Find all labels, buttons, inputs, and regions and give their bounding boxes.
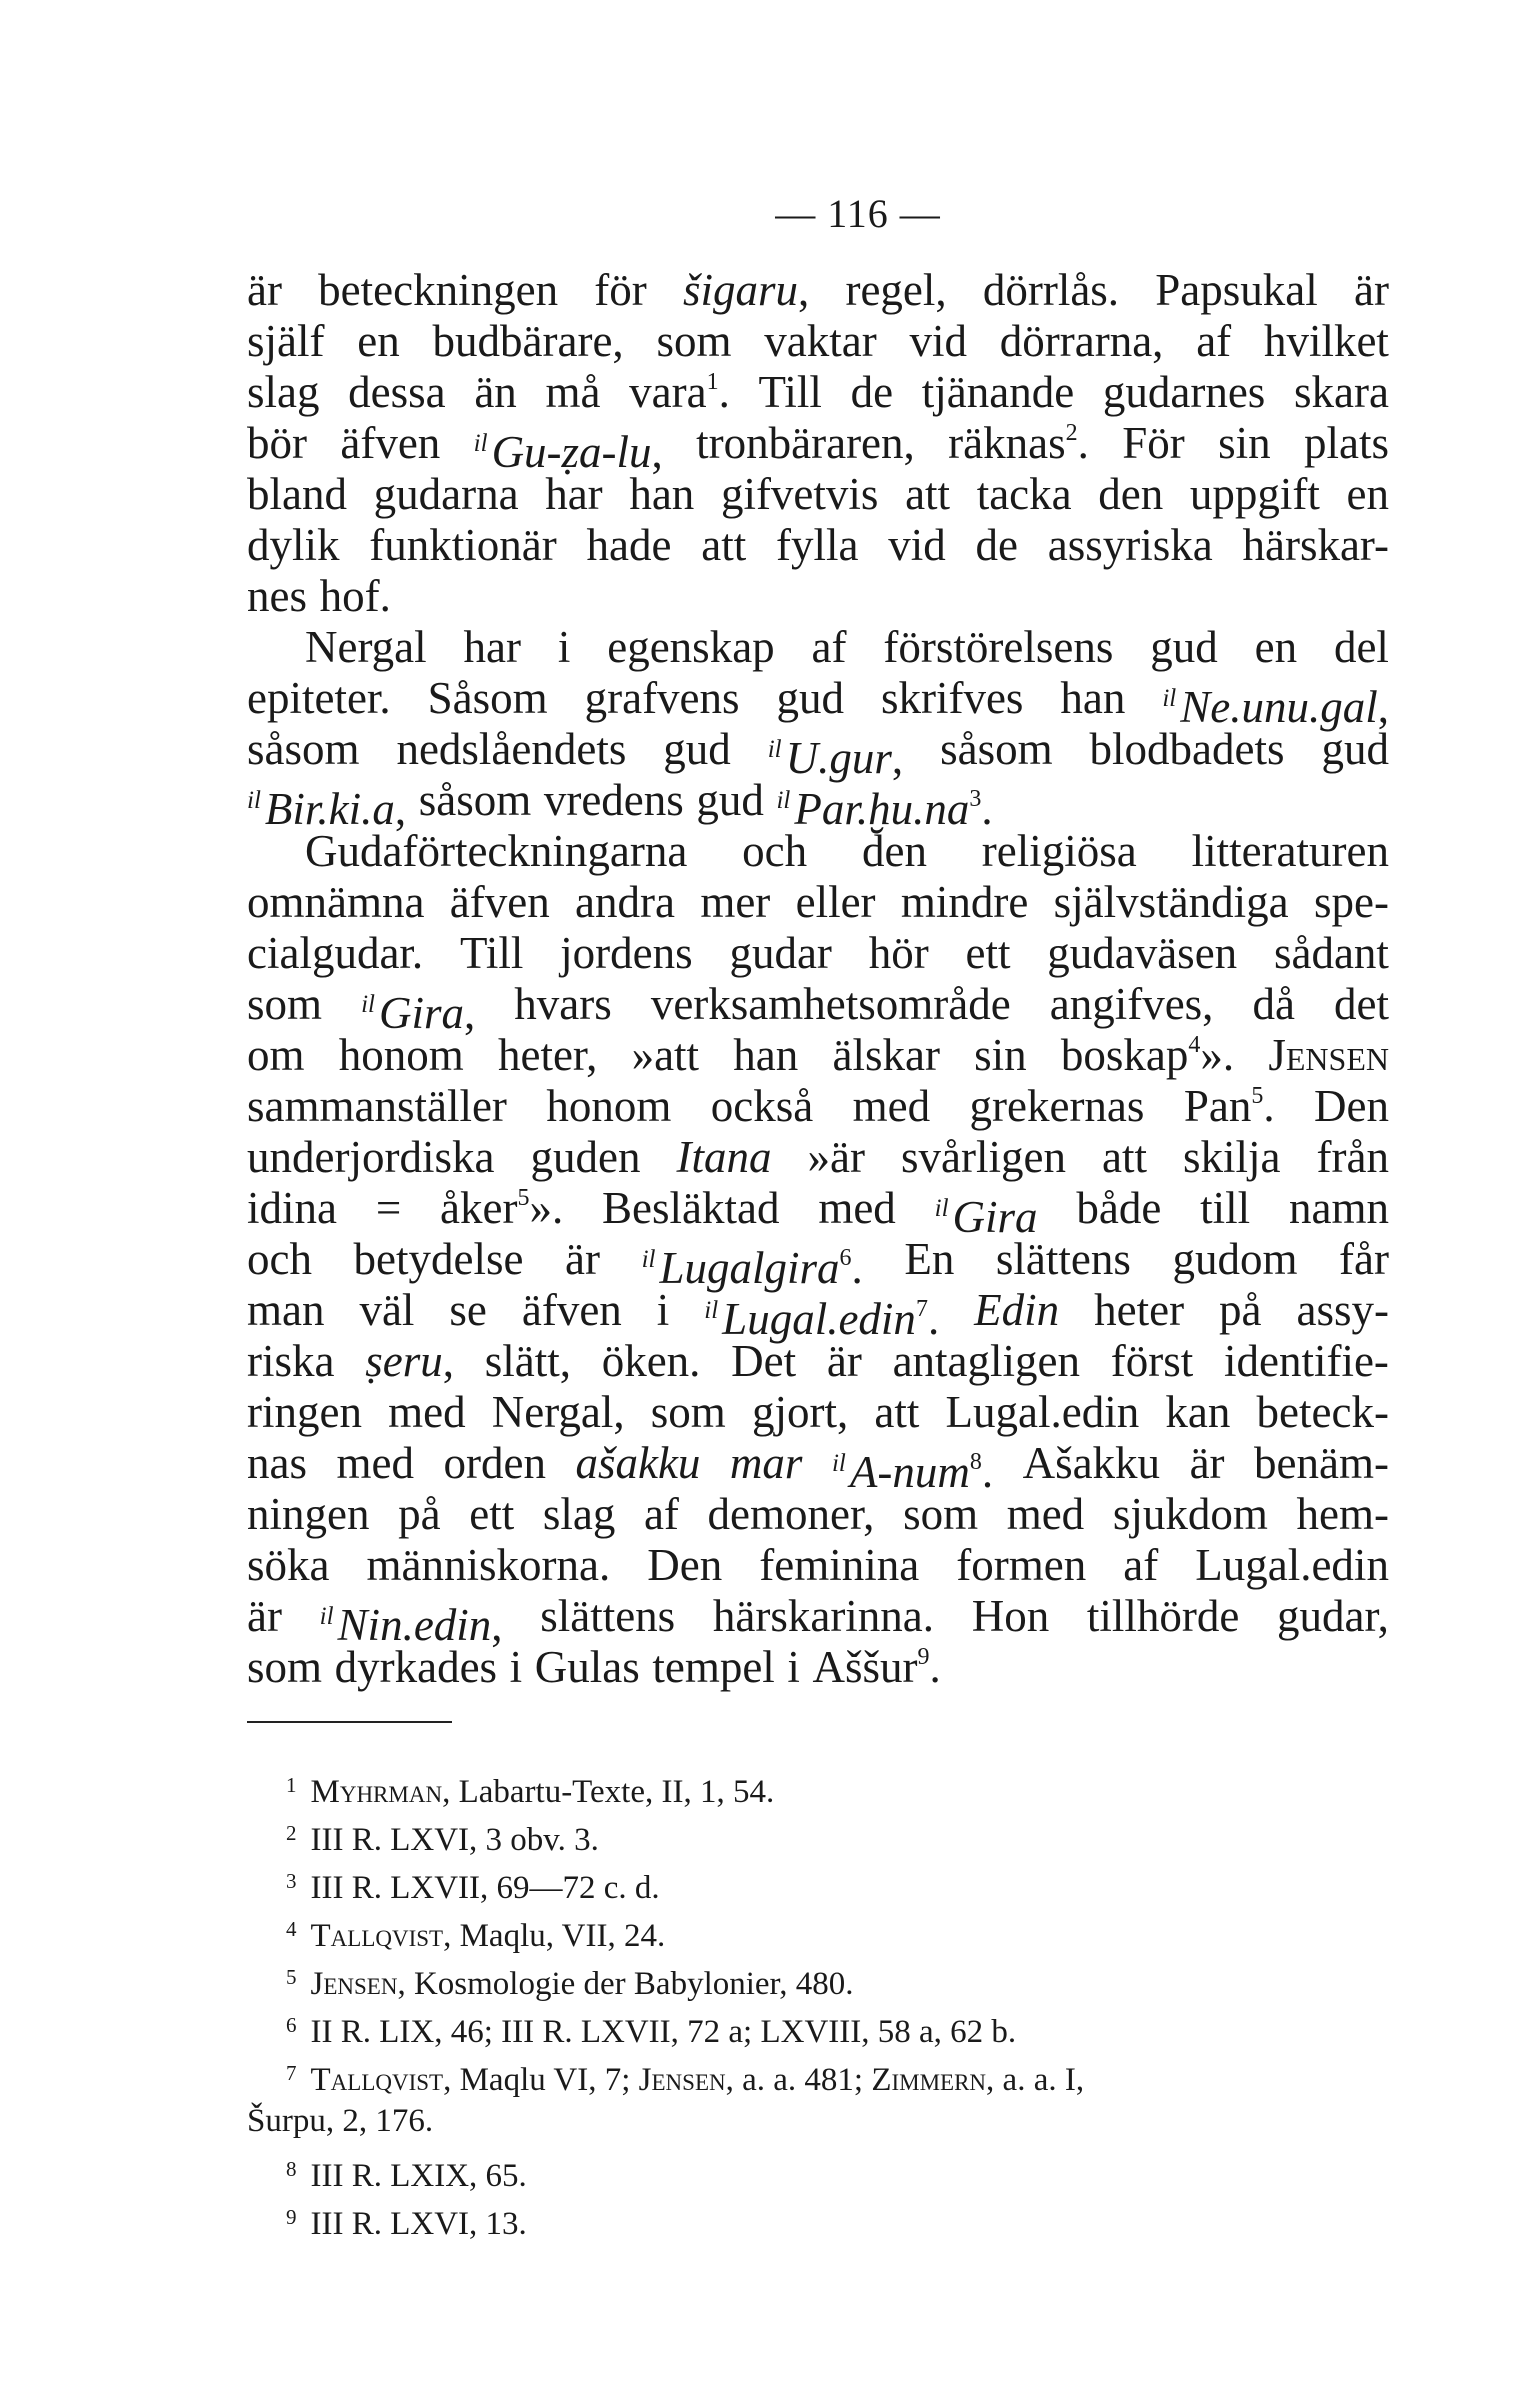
- text-line: [247, 367, 1389, 418]
- word: bland: [247, 469, 347, 519]
- word: åker$^5$».: [440, 1183, 564, 1233]
- word: vara$^1$.: [629, 367, 730, 417]
- word: gudar,: [1277, 1591, 1389, 1641]
- word: betydelse: [353, 1234, 524, 1284]
- word: självständiga: [1053, 877, 1289, 927]
- word: en: [1254, 622, 1298, 672]
- word: är: [1353, 265, 1389, 315]
- footnote-number: 6: [286, 2013, 297, 2037]
- word: en: [1346, 469, 1389, 519]
- text-line: [247, 1285, 1389, 1344]
- word: $^{il}$Lugal.edin$^7$.: [704, 1294, 940, 1344]
- word: räknas$^2$.: [948, 418, 1089, 468]
- word: mer: [700, 877, 771, 927]
- word: att: [874, 1387, 920, 1437]
- word: äfven: [449, 877, 550, 927]
- text-line: [247, 571, 1389, 622]
- word: dörrarna,: [999, 316, 1164, 366]
- text-line: [247, 1438, 1389, 1497]
- word: namn: [1289, 1183, 1389, 1233]
- word: han: [1060, 673, 1126, 723]
- footnote-text: III R. LXIX, 65.: [310, 2158, 527, 2194]
- word: slättens: [540, 1591, 676, 1641]
- text-line: [247, 928, 1389, 979]
- word: budbärare,: [432, 316, 624, 366]
- word: är: [565, 1234, 601, 1284]
- word: söka: [247, 1540, 330, 1590]
- page: [247, 190, 1389, 2241]
- word: sjukdom: [1112, 1489, 1268, 1539]
- word: $^{il}$Gu-ẓa-lu,: [473, 427, 663, 477]
- word: Aššur$^9$.: [812, 1642, 941, 1692]
- word: af: [1123, 1540, 1159, 1590]
- word: vaktar: [764, 316, 877, 366]
- word: boskap$^4$».: [1060, 1030, 1235, 1080]
- word: Lugal.edin: [945, 1387, 1140, 1437]
- word: som: [247, 1642, 323, 1692]
- word: sammanställer: [247, 1081, 507, 1131]
- word: såsom: [418, 775, 532, 825]
- word: gud: [1321, 724, 1389, 774]
- word: ringen: [247, 1387, 362, 1437]
- word: svårligen: [901, 1132, 1066, 1182]
- word: är: [247, 1591, 282, 1641]
- text-line: [247, 1132, 1389, 1183]
- word: tillhörde: [1086, 1591, 1240, 1641]
- word: det: [1334, 979, 1389, 1029]
- word: Nergal,: [491, 1387, 625, 1437]
- text-line: [247, 979, 1389, 1038]
- word: den: [861, 826, 927, 876]
- word: Den: [647, 1540, 723, 1590]
- word: andra: [575, 877, 675, 927]
- word: gudar: [729, 928, 832, 978]
- word: assy-: [1296, 1285, 1389, 1335]
- word: omnämna: [247, 877, 425, 927]
- word: Till: [758, 367, 822, 417]
- text-line: [247, 1234, 1389, 1293]
- word: den: [1098, 469, 1164, 519]
- footnote-text: II R. LIX, 46; III R. LXVII, 72 a; LXVIII, 58 a, 62 b.: [310, 2014, 1017, 2050]
- word: religiösa: [981, 826, 1137, 876]
- text-line: [247, 265, 1389, 316]
- word: som: [903, 1489, 979, 1539]
- word: vid: [888, 520, 946, 570]
- text-line: [247, 1642, 1389, 1693]
- footnote: [247, 2145, 1389, 2193]
- text-line: [247, 622, 1389, 673]
- word: angifves,: [1049, 979, 1214, 1029]
- word: skrifves: [880, 673, 1024, 723]
- word: de: [850, 367, 894, 417]
- word: skara: [1293, 367, 1389, 417]
- word: som: [656, 316, 732, 366]
- word: då: [1252, 979, 1295, 1029]
- word: man: [247, 1285, 325, 1335]
- word: del: [1333, 622, 1389, 672]
- word: om: [247, 1030, 305, 1080]
- word: gudarnes: [1102, 367, 1266, 417]
- footnote-text: Šurpu, 2, 176.: [247, 2103, 434, 2139]
- word: att: [701, 520, 747, 570]
- word: som: [650, 1387, 726, 1437]
- word: feminina: [759, 1540, 920, 1590]
- word: härskar-: [1242, 520, 1389, 570]
- footnote: [247, 2049, 1389, 2097]
- word: Lugal.edin: [1195, 1540, 1389, 1590]
- word: Besläktad: [602, 1183, 780, 1233]
- word: tjänande: [921, 367, 1075, 417]
- footnote: [247, 2097, 1389, 2145]
- word: är: [1189, 1438, 1225, 1488]
- word: heter: [1094, 1285, 1185, 1335]
- word: heter,: [497, 1030, 598, 1080]
- word: slättens: [995, 1234, 1131, 1284]
- footnote: [247, 1761, 1389, 1809]
- footnote: [247, 1905, 1389, 1953]
- word: från: [1316, 1132, 1389, 1182]
- word: är: [247, 265, 282, 315]
- word: sådant: [1273, 928, 1389, 978]
- word: väl: [359, 1285, 415, 1335]
- footnote-text: Tallqvist, Maqlu, VII, 24.: [310, 1918, 666, 1954]
- word: med: [388, 1387, 466, 1437]
- word: egenskap: [607, 622, 775, 672]
- word: grafvens: [584, 673, 740, 723]
- word: människorna.: [366, 1540, 611, 1590]
- text-line: [247, 673, 1389, 732]
- word: slag: [247, 367, 320, 417]
- footnote: [247, 2001, 1389, 2049]
- word: formen: [956, 1540, 1087, 1590]
- word: beteckningen: [318, 265, 559, 315]
- word: plats: [1303, 418, 1389, 468]
- word: äfven: [340, 418, 441, 468]
- body-text: [247, 265, 1389, 1693]
- word: »att: [631, 1030, 700, 1080]
- word: $^{il}Par.ḫu.na^3$.: [776, 784, 993, 834]
- word: grekernas: [969, 1081, 1145, 1131]
- word: till: [1200, 1183, 1251, 1233]
- word: också: [710, 1081, 814, 1131]
- word: gud: [776, 673, 844, 723]
- word: och: [742, 826, 808, 876]
- word: för: [594, 265, 647, 315]
- word: dörrlås.: [982, 265, 1120, 315]
- word: guden: [530, 1132, 641, 1182]
- word: tempel: [652, 1642, 775, 1692]
- word: i: [787, 1642, 800, 1692]
- word: slag: [542, 1489, 616, 1539]
- word: verksamhetsområde: [650, 979, 1011, 1029]
- word: och: [247, 1234, 312, 1284]
- word: de: [975, 520, 1018, 570]
- word: demoner,: [707, 1489, 875, 1539]
- word: Hon: [971, 1591, 1050, 1641]
- word: dessa: [348, 367, 446, 417]
- word: Itana: [676, 1132, 772, 1182]
- word: med: [818, 1183, 896, 1233]
- word: blodbadets: [1089, 724, 1285, 774]
- page-number: — 116 —: [775, 191, 941, 236]
- word: gifvetvis: [720, 469, 879, 519]
- text-line: [247, 1183, 1389, 1242]
- footnote-number: 4: [286, 1917, 297, 1941]
- word: antagligen: [892, 1336, 1081, 1386]
- word: på: [398, 1489, 441, 1539]
- word: öken.: [601, 1336, 701, 1386]
- word: Såsom: [427, 673, 548, 723]
- word: funktionär: [369, 520, 557, 570]
- word: först: [1110, 1336, 1194, 1386]
- footnote-number: 1: [286, 1773, 297, 1797]
- word: tronbäraren,: [696, 418, 915, 468]
- word: gudaväsen: [1047, 928, 1238, 978]
- word: regel,: [845, 265, 947, 315]
- text-line: [247, 1591, 1389, 1650]
- word: att: [905, 469, 951, 519]
- word: såsom: [247, 724, 360, 774]
- word: honom: [338, 1030, 464, 1080]
- word: identifie-: [1223, 1336, 1389, 1386]
- word: i: [656, 1285, 670, 1335]
- word: Edin: [974, 1285, 1060, 1335]
- footnote-number: 5: [286, 1965, 297, 1989]
- word: af: [811, 622, 847, 672]
- footnote-text: Tallqvist, Maqlu VI, 7; Jensen, a. a. 481; Zimmern, a. a. I,: [310, 2062, 1085, 2098]
- text-line: [247, 520, 1389, 571]
- word: i: [557, 622, 571, 672]
- footnote: [247, 2193, 1389, 2241]
- word: än: [474, 367, 517, 417]
- footnote-number: 8: [286, 2157, 297, 2181]
- word: hade: [586, 520, 672, 570]
- word: gud: [696, 775, 764, 825]
- word: Gulas: [534, 1642, 640, 1692]
- word: riska: [247, 1336, 335, 1386]
- word: äfven: [521, 1285, 622, 1335]
- footnote-text: Jensen, Kosmologie der Babylonier, 480.: [310, 1966, 854, 2002]
- word: jordens: [560, 928, 693, 978]
- word: nes: [247, 571, 307, 621]
- word: härskarinna.: [712, 1591, 935, 1641]
- word: själf: [247, 316, 325, 366]
- word: ningen: [247, 1489, 370, 1539]
- word: benäm-: [1254, 1438, 1389, 1488]
- word: af: [643, 1489, 679, 1539]
- word: både: [1076, 1183, 1162, 1233]
- word: må: [545, 367, 601, 417]
- word: hör: [868, 928, 929, 978]
- word: hem-: [1296, 1489, 1389, 1539]
- word: mindre: [900, 877, 1029, 927]
- word: epiteter.: [247, 673, 391, 723]
- footnote: [247, 1953, 1389, 2001]
- word: gudarna: [373, 469, 519, 519]
- word: orden: [443, 1438, 546, 1488]
- word: gud: [1150, 622, 1218, 672]
- word: Det: [731, 1336, 797, 1386]
- word: af: [1196, 316, 1232, 366]
- word: Papsukal: [1155, 265, 1318, 315]
- word: cialgudar.: [247, 928, 424, 978]
- footnote-number: 2: [286, 1821, 297, 1845]
- text-line: [247, 775, 1389, 834]
- text-line: [247, 1387, 1389, 1438]
- word: Jensen: [1268, 1030, 1389, 1080]
- word: honom: [546, 1081, 672, 1131]
- word: Nergal: [305, 622, 427, 672]
- word: med: [852, 1081, 931, 1131]
- word: är: [826, 1336, 862, 1386]
- word: på: [1219, 1285, 1262, 1335]
- word: såsom: [940, 724, 1053, 774]
- word: ett: [965, 928, 1011, 978]
- word: ašakku: [575, 1438, 701, 1488]
- word: $^{il}$Ne.unu.gal,: [1162, 682, 1389, 732]
- footnote-rule: [247, 1721, 452, 1723]
- word: slätt,: [484, 1336, 571, 1386]
- text-line: [247, 724, 1389, 783]
- word: han: [733, 1030, 799, 1080]
- text-line: [247, 469, 1389, 520]
- word: som: [247, 979, 323, 1029]
- footnote-text: III R. LXVII, 69—72 c. d.: [310, 1870, 660, 1906]
- word: =: [375, 1183, 402, 1233]
- word: dyrkades: [334, 1642, 498, 1692]
- word: vid: [909, 316, 967, 366]
- footnote-text: III R. LXVI, 3 obv. 3.: [310, 1822, 599, 1858]
- word: $^{il}$U.gur,: [767, 733, 904, 783]
- word: gud: [663, 724, 731, 774]
- word: $^{il}$Bir.ki.a,: [247, 784, 407, 834]
- word: sin: [974, 1030, 1027, 1080]
- footnote: [247, 1809, 1389, 1857]
- word: assyriska: [1047, 520, 1213, 570]
- word: litteraturen: [1191, 826, 1389, 876]
- word: dylik: [247, 520, 340, 570]
- word: har: [545, 469, 603, 519]
- word: vredens: [543, 775, 684, 825]
- word: har: [463, 622, 521, 672]
- word: beteck-: [1256, 1387, 1389, 1437]
- word: tacka: [976, 469, 1072, 519]
- word: eller: [795, 877, 876, 927]
- word: med: [336, 1438, 414, 1488]
- word: $^{il}$Gira,: [361, 988, 476, 1038]
- word: kan: [1165, 1387, 1231, 1437]
- footnote-text: III R. LXVI, 13.: [310, 2206, 527, 2242]
- word: $^{il}$Gira: [934, 1192, 1038, 1242]
- word: Till: [459, 928, 524, 978]
- word: šigaru,: [682, 265, 810, 315]
- footnote-number: 7: [286, 2061, 297, 2085]
- text-line: [247, 418, 1389, 477]
- word: uppgift: [1189, 469, 1320, 519]
- word: »är: [807, 1132, 865, 1182]
- word: Den: [1313, 1081, 1389, 1131]
- text-line: [247, 1540, 1389, 1591]
- word: ett: [469, 1489, 515, 1539]
- word: får: [1339, 1234, 1389, 1284]
- word: $^{il}$A-num$^8$.: [831, 1447, 994, 1497]
- text-line: [247, 1030, 1389, 1081]
- word: se: [449, 1285, 487, 1335]
- word: att: [1102, 1132, 1147, 1182]
- footnote: [247, 1857, 1389, 1905]
- word: han: [629, 469, 695, 519]
- word: förstörelsens: [883, 622, 1114, 672]
- word: med: [1006, 1489, 1085, 1539]
- word: hvilket: [1263, 316, 1389, 366]
- word: spe-: [1313, 877, 1389, 927]
- word: fylla: [775, 520, 859, 570]
- word: hof.: [319, 571, 391, 621]
- footnote-text: Myhrman, Labartu-Texte, II, 1, 54.: [310, 1774, 775, 1810]
- word: En: [904, 1234, 955, 1284]
- word: nas: [247, 1438, 307, 1488]
- word: Ašakku: [1022, 1438, 1161, 1488]
- word: älskar: [832, 1030, 940, 1080]
- word: i: [509, 1642, 523, 1692]
- word: $^{il}$Lugalgira$^6$.: [641, 1243, 863, 1293]
- footnote-number: 9: [286, 2205, 297, 2229]
- word: För: [1122, 418, 1185, 468]
- footnotes: [247, 1761, 1389, 2241]
- word: ṣeru,: [365, 1336, 454, 1386]
- word: nedslåendets: [396, 724, 627, 774]
- word: Pan$^5$.: [1183, 1081, 1275, 1131]
- text-line: [247, 877, 1389, 928]
- word: hvars: [514, 979, 612, 1029]
- word: gudom: [1172, 1234, 1298, 1284]
- word: underjordiska: [247, 1132, 495, 1182]
- word: bör: [247, 418, 307, 468]
- text-line: [247, 316, 1389, 367]
- footnote-number: 3: [286, 1869, 297, 1893]
- word: skilja: [1183, 1132, 1281, 1182]
- word: en: [357, 316, 400, 366]
- word: gjort,: [751, 1387, 849, 1437]
- word: mar: [729, 1438, 803, 1488]
- text-line: [247, 1489, 1389, 1540]
- word: idina: [247, 1183, 337, 1233]
- word: Gudaförteckningarna: [305, 826, 688, 876]
- text-line: [247, 1081, 1389, 1132]
- word: $^{il}$Nin.edin,: [319, 1600, 503, 1650]
- word: sin: [1218, 418, 1271, 468]
